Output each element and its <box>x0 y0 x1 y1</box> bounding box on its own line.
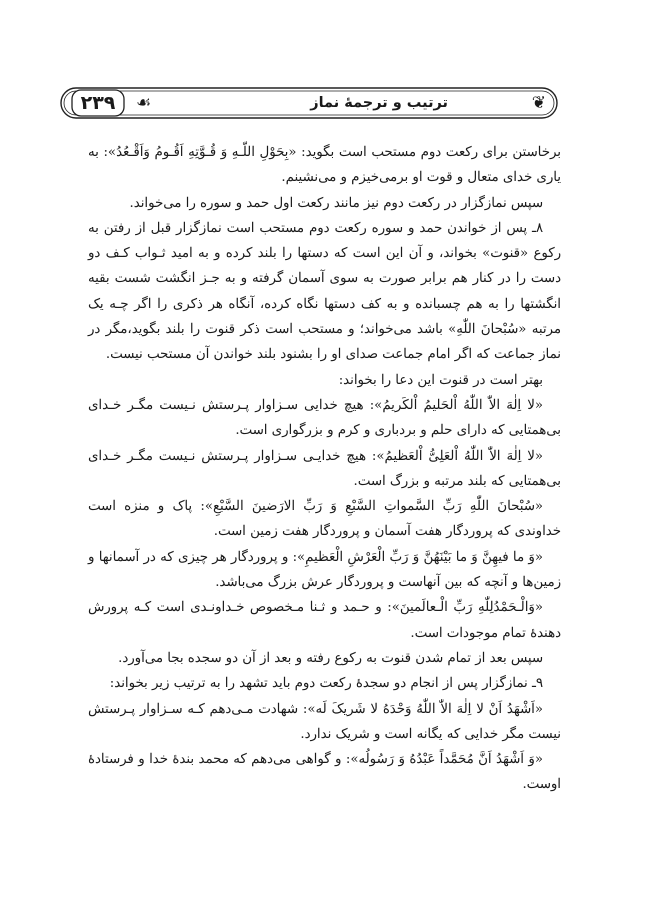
ornament-right-icon: ❦ <box>531 93 546 113</box>
paragraph: «لا اِلٰهَ الاّٰ اللّٰهُ اْلحَلیمُ اْلکَریمُ»: هیچ خدایی سـزاوار پـرستش نـیست مگـر خـدای بی‌همتایی که دارای حلم و بردباری و کرم و بزرگواری است. <box>88 397 561 439</box>
paragraph: «سُبْحانَ اللّٰهِ رَبِّ السَّمواتِ السَّبْعِ وَ رَبِّ الارَضینَ السَّبْعِ»: پاک و منزه است خداوندی که پروردگار هفت آسمان و پروردگار هفت زمین است. <box>88 499 561 540</box>
paragraph: «وَ ما فیهِنَّ وَ ما بَیْنَهُنَّ وَ رَبِّ الْعَرْشِ الْعَظیمِ»: و پروردگار هر چیزی که در آسمانها و زمین‌ها و آنچه که بین آنهاست و پروردگار عرش بزرگ می‌باشد. <box>88 549 561 591</box>
paragraph: برخاستن برای رکعت دوم مستحب است بگوید: «بِحَوْلِ اللّـهِ وَ قُـوَّتِهِ اَقُـومُ وَاَقْـعُدُ»: به یاری خدای متعال و قوت او برمی‌خیزم و می‌نشینم. <box>88 145 561 186</box>
ornament-left-icon: ☙ <box>136 93 152 113</box>
paragraph: «وَالْـحَمْدُلِلّٰهِ رَبِّ الْـعالَمینَ»: و حـمد و ثـنا مـخصوص خـداونـدی است کـه پرورش دهندهٔ تمام موجودات است. <box>88 600 561 641</box>
paragraph: «وَ اَشْهَدُ اَنَّ مُحَمَّداً عَبْدُهُ وَ رَسُولُه»: و گواهی می‌دهم که محمد بندهٔ خدا و فرستادهٔ اوست. <box>88 752 561 793</box>
paragraph: سپس نمازگزار در رکعت دوم نیز مانند رکعت اول حمد و سوره را می‌خواند. <box>129 195 543 211</box>
paragraph: ۹ـ نمازگزار پس از انجام دو سجدهٔ رکعت دوم باید تشهد را به ترتیب زیر بخواند: <box>109 676 543 692</box>
running-title: ترتیب و ترجمهٔ نماز <box>310 95 448 111</box>
header-frame <box>60 87 558 119</box>
page-number: ۲۳۹ <box>80 92 116 114</box>
running-header <box>60 87 558 119</box>
paragraph: ۸ـ پس از خواندن حمد و سوره رکعت دوم مستحب است نمازگزار قبل از رفتن به رکوع «قنوت» بخواند، و آن این است که دستها را بلند کرده و به امید ثـواب کـف دو دست را در کنار هم برابر صورت به سوی آسمان گرفته و به جـز انگشت شست بقیه انگشتها را به هم چسبانده و به کف دستها نگاه کرده، آنگاه هر ذکری را اگر چـه یک مرتبه «سُبْحانَ اللّٰهِ» باشد می‌خواند؛ و مستحب است ذکر قنوت را بلند بگوید،مگر در نماز جماعت که اگر امام جماعت صدای او را بشنود بلند خواندن آن مستحب نیست. <box>88 220 561 363</box>
paragraph: سپس بعد از تمام شدن قنوت به رکوع رفته و بعد از آن دو سجده بجا می‌آورد. <box>118 650 543 666</box>
paragraph: بهتر است در قنوت این دعا را بخواند: <box>338 372 543 388</box>
paragraph: «لا اِلٰهَ الاّٰ اللّٰهُ اْلعَلِیُّ اْلعَظیمُ»: هیچ خدایـی سـزاوار پـرستش نـیست مگـر خـدای بی‌همتایی که بلند مرتبه و بزرگ است. <box>88 448 561 489</box>
paragraph: «اَشْهَدُ اَنْ لا اِلٰهَ الاّٰ اللّٰهُ وَحْدَهُ لا شَریکَ لَه»: شهادت مـی‌دهم کـه سـزاوار پـرستش نیست مگر خدایی که یگانه است و شریک ندارد. <box>88 701 561 742</box>
page-body <box>88 140 561 798</box>
